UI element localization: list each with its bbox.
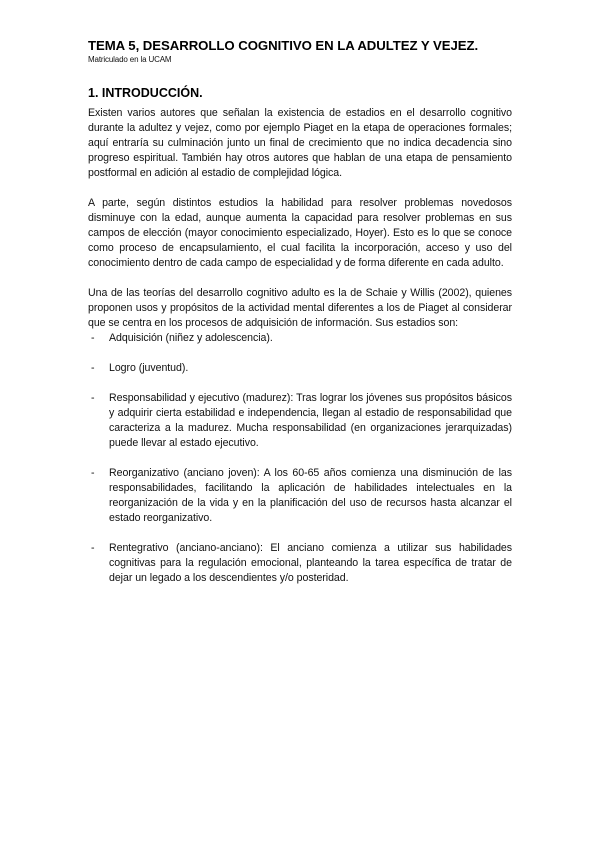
stage-text: Rentegrativo (anciano-anciano): El anciano comienza a utilizar sus habilidades cognitivas para la regulación emocional, planteando la tarea específica de tratar de dejar un legado a los descendientes y/o posteridad.: [109, 542, 512, 584]
list-dash: -: [91, 392, 95, 404]
document-subtitle: Matriculado en la UCAM: [88, 55, 172, 64]
stage-item-reorganizativo: [88, 466, 512, 526]
paragraph-1: Existen varios autores que señalan la existencia de estadios en el desarrollo cognitivo durante la adultez y vejez, como por ejemplo Piaget en la etapa de operaciones formales; aquí entraría su culminación junto un final de crecimiento que no indica decadencia sino progreso espiritual. También hay otros autores que hablan de una etapa de pensamiento postformal en adición al estadio de complejidad lógica.: [88, 107, 512, 179]
stage-item-responsabilidad: [88, 391, 512, 451]
document-title: TEMA 5, DESARROLLO COGNITIVO EN LA ADULTEZ Y VEJEZ.: [88, 38, 479, 53]
list-dash: -: [91, 332, 95, 344]
list-dash: -: [91, 362, 95, 374]
stage-item-adquisicion: [88, 331, 512, 346]
section-heading-introduccion: 1. INTRODUCCIÓN.: [88, 86, 203, 100]
stage-text: Adquisición (niñez y adolescencia).: [109, 332, 273, 344]
paragraph-3: Una de las teorías del desarrollo cognitivo adulto es la de Schaie y Willis (2002), quienes proponen usos y propósitos de la actividad mental diferentes a los de Piaget al considerar que se centra en los procesos de adquisición de información. Sus estadios son:: [88, 287, 512, 329]
stage-item-rentegrativo: [88, 541, 512, 586]
stages-list: [88, 331, 512, 586]
stage-text: Responsabilidad y ejecutivo (madurez): Tras lograr los jóvenes sus propósitos básicos y adquirir cierta estabilidad e independencia, llegan al estadio de responsabilidad que caracteriza a la madurez. Mucha responsabilidad (en organizaciones jerarquizadas) puede llevar al estado ejecutivo.: [109, 392, 512, 449]
stage-text: Reorganizativo (anciano joven): A los 60-65 años comienza una disminución de las responsabilidades, facilitando la aplicación de habilidades intelectuales en la reorganización de la vida y en la planificación del uso de recursos hasta alcanzar el estado reorganizativo.: [109, 467, 512, 524]
list-dash: -: [91, 467, 95, 479]
list-dash: -: [91, 542, 95, 554]
stage-item-logro: [88, 361, 512, 376]
stage-text: Logro (juventud).: [109, 362, 189, 374]
paragraph-2: A parte, según distintos estudios la habilidad para resolver problemas novedosos disminuye con la edad, aunque aumenta la capacidad para resolver problemas en sus campos de elección (mayor conocimiento especializado, Hoyer). Esto es lo que se conoce como proceso de encapsulamiento, el cual facilita la incorporación, acceso y uso del conocimiento dentro de cada campo de especialidad y de forma diferente en cada adulto.: [88, 197, 512, 269]
